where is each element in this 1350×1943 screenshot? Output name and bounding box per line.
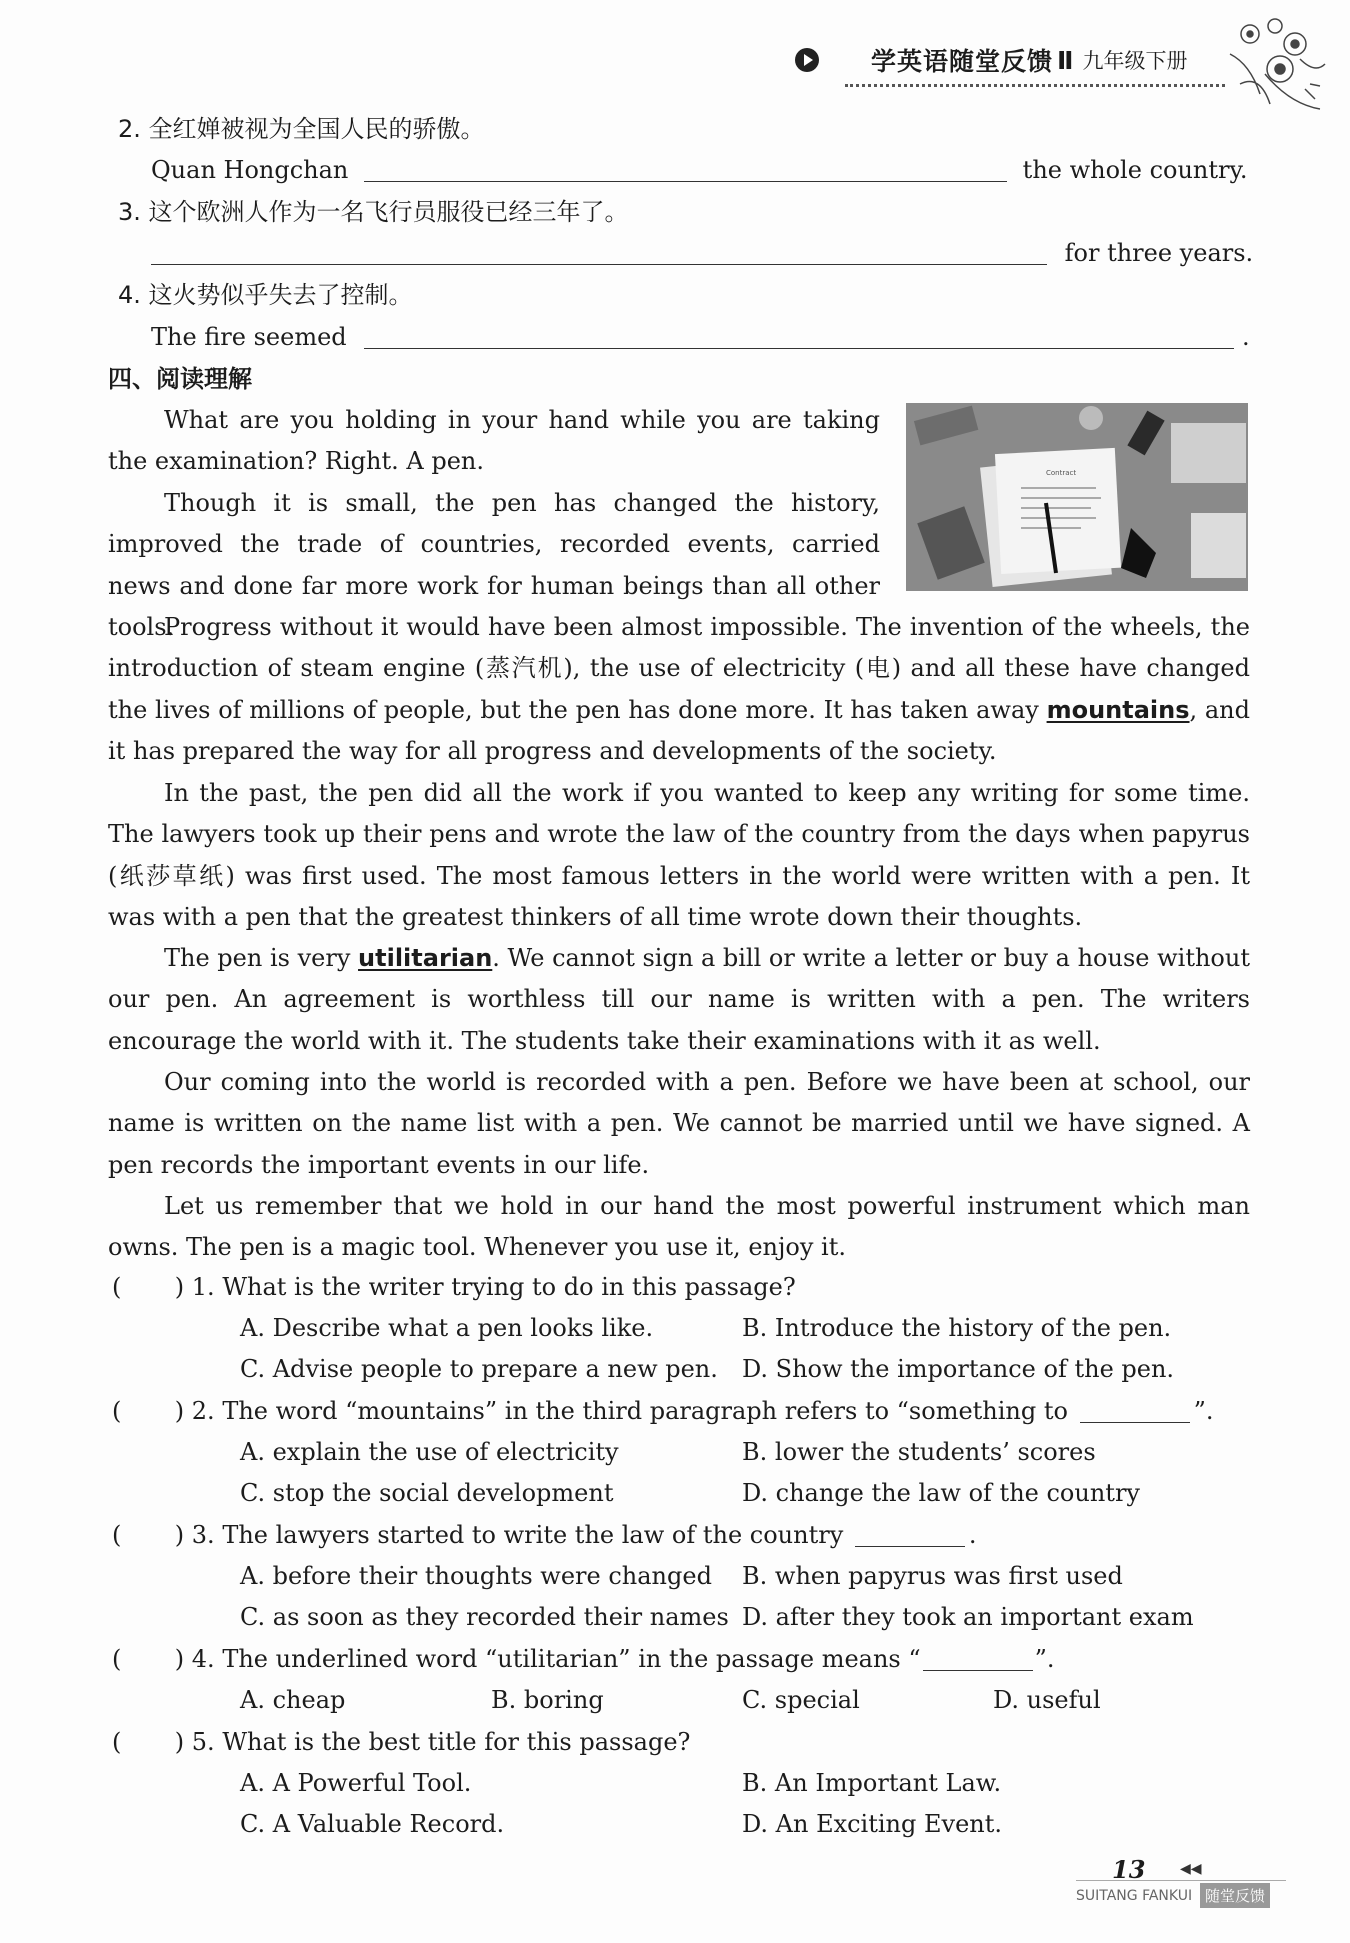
footer-brand-en: SUITANG FANKUI xyxy=(1076,1888,1193,1904)
stem-end: ”. xyxy=(1193,1397,1214,1425)
option-5c[interactable]: C. A Valuable Record. xyxy=(240,1810,505,1838)
paragraph-text: Though it is small, the pen has changed the history, improved the trade of countries, recorded events, carried news and done far more work for human beings than all other tools. xyxy=(108,489,880,641)
underlined-word-mountains: mountains xyxy=(1046,695,1190,724)
contract-label: Contract xyxy=(1046,469,1077,477)
question-stem: The underlined word “utilitarian” in the passage means “ xyxy=(222,1645,921,1673)
option-2a[interactable]: A. explain the use of electricity xyxy=(240,1438,619,1466)
stem-blank[interactable] xyxy=(1080,1400,1190,1423)
sentence-start: Quan Hongchan xyxy=(151,156,349,184)
sentence-end: . xyxy=(1241,323,1250,351)
question-number: 5. xyxy=(191,1728,215,1756)
translation-answer-2 xyxy=(151,153,1247,187)
option-5a[interactable]: A. A Powerful Tool. xyxy=(240,1769,472,1797)
paragraph-text: What are you holding in your hand while you are taking the examination? Right. A pen. xyxy=(108,406,880,476)
question-5 xyxy=(112,1725,690,1759)
passage-paragraph-4 xyxy=(108,773,1250,938)
question-stem: What is the writer trying to do in this passage? xyxy=(222,1273,796,1301)
question-stem: The word “mountains” in the third paragraph refers to “something to xyxy=(222,1397,1068,1425)
question-stem: What is the best title for this passage? xyxy=(222,1728,691,1756)
item-number: 3. xyxy=(118,198,141,226)
answer-bracket[interactable]: ( ) xyxy=(112,1645,185,1673)
translation-item-4 xyxy=(118,278,413,312)
paragraph-text: Our coming into the world is recorded with a pen. Before we have been at school, our name is written on the name list with a pen. We cannot be married until we have signed. A pen records the important events in our life. xyxy=(108,1068,1250,1179)
answer-bracket[interactable]: ( ) xyxy=(112,1397,185,1425)
translation-answer-4 xyxy=(151,320,1250,354)
option-2c[interactable]: C. stop the social development xyxy=(240,1479,614,1507)
flower-decoration-icon xyxy=(1220,14,1330,124)
option-4d[interactable]: D. useful xyxy=(993,1686,1101,1714)
paragraph-text: Let us remember that we hold in our hand the most powerful instrument which man owns. The pen is a magic tool. Whenever you use it, enjoy it. xyxy=(108,1192,1250,1262)
sentence-end: the whole country. xyxy=(1022,156,1248,184)
footer-divider xyxy=(1076,1880,1286,1881)
item-number: 4. xyxy=(118,281,141,309)
option-1c[interactable]: C. Advise people to prepare a new pen. xyxy=(240,1355,718,1383)
option-3d[interactable]: D. after they took an important exam xyxy=(742,1603,1194,1631)
play-icon xyxy=(795,48,819,72)
answer-blank[interactable] xyxy=(151,238,1047,265)
question-number: 2. xyxy=(191,1397,215,1425)
option-3c[interactable]: C. as soon as they recorded their names xyxy=(240,1603,729,1631)
page-header xyxy=(795,40,1187,80)
chinese-sentence: 全红婵被视为全国人民的骄傲。 xyxy=(148,115,485,143)
option-1a[interactable]: A. Describe what a pen looks like. xyxy=(240,1314,654,1342)
paragraph-text: , and it has prepared the way for all progress and developments of the society. xyxy=(108,695,1251,765)
stem-end: . xyxy=(968,1521,977,1549)
sentence-start: The fire seemed xyxy=(151,323,347,351)
page-number: 13 xyxy=(1112,1855,1146,1884)
option-3a[interactable]: A. before their thoughts were changed xyxy=(240,1562,712,1590)
book-title: 学英语随堂反馈 xyxy=(871,47,1054,76)
translation-item-2 xyxy=(118,112,485,146)
question-number: 1. xyxy=(191,1273,215,1301)
option-1b[interactable]: B. Introduce the history of the pen. xyxy=(742,1314,1172,1342)
option-5d[interactable]: D. An Exciting Event. xyxy=(742,1810,1003,1838)
section-title: 四、阅读理解 xyxy=(108,365,252,393)
stem-end: ”. xyxy=(1034,1645,1055,1673)
chinese-sentence: 这个欧洲人作为一名飞行员服役已经三年了。 xyxy=(148,198,629,226)
question-2 xyxy=(112,1394,1214,1428)
option-2b[interactable]: B. lower the students’ scores xyxy=(742,1438,1096,1466)
option-3b[interactable]: B. when papyrus was first used xyxy=(742,1562,1123,1590)
translation-answer-3 xyxy=(151,236,1253,270)
question-4 xyxy=(112,1642,1055,1676)
option-1d[interactable]: D. Show the importance of the pen. xyxy=(742,1355,1175,1383)
translation-item-3 xyxy=(118,195,629,229)
answer-bracket[interactable]: ( ) xyxy=(112,1728,185,1756)
option-5b[interactable]: B. An Important Law. xyxy=(742,1769,1002,1797)
stem-blank[interactable] xyxy=(923,1648,1033,1671)
answer-bracket[interactable]: ( ) xyxy=(112,1521,185,1549)
question-number: 4. xyxy=(191,1645,215,1673)
passage-paragraph-6 xyxy=(108,1062,1250,1186)
underlined-word-utilitarian: utilitarian xyxy=(358,944,493,972)
question-stem: The lawyers started to write the law of the country xyxy=(222,1521,844,1549)
book-grade: 九年级下册 xyxy=(1082,49,1188,73)
answer-bracket[interactable]: ( ) xyxy=(112,1273,185,1301)
question-3 xyxy=(112,1518,977,1552)
chinese-sentence: 这火势似乎失去了控制。 xyxy=(148,281,413,309)
passage-paragraph-1 xyxy=(108,400,880,483)
paragraph-text: Progress without it would have been almost impossible. The invention of the wheels, the introduction of steam engine (蒸汽机), the use of electricity (电) and all these have changed the lives of millions of people, but the pen has done more. It has taken away xyxy=(108,613,1250,724)
sentence-end: for three years. xyxy=(1064,239,1254,267)
paragraph-text: The pen is very xyxy=(164,944,351,972)
paragraph-text: . We cannot sign a bill or write a letter or buy a house without our pen. An agreement is worthless till our name is written with a pen. The writers encourage the world with it. The students take their examinations with it as well. xyxy=(108,944,1250,1055)
paragraph-text: In the past, the pen did all the work if you wanted to keep any writing for some time. The lawyers took up their pens and wrote the law of the country from the days when papyrus (纸莎草纸) was first used. The most famous letters in the world were written with a pen. It was with a pen that the greatest thinkers of all time wrote down their thoughts. xyxy=(108,779,1250,931)
option-4b[interactable]: B. boring xyxy=(491,1686,604,1714)
question-1 xyxy=(112,1270,796,1304)
passage-paragraph-5 xyxy=(108,938,1250,1062)
item-number: 2. xyxy=(118,115,141,143)
stem-blank[interactable] xyxy=(855,1524,965,1547)
header-divider xyxy=(845,84,1225,87)
answer-blank[interactable] xyxy=(364,322,1234,349)
double-arrow-left-icon: ◀◀ xyxy=(1180,1861,1202,1877)
pen-contract-photo xyxy=(906,403,1248,591)
option-4a[interactable]: A. cheap xyxy=(240,1686,346,1714)
option-2d[interactable]: D. change the law of the country xyxy=(742,1479,1140,1507)
passage-paragraph-7 xyxy=(108,1186,1250,1269)
option-4c[interactable]: C. special xyxy=(742,1686,860,1714)
passage-paragraph-3 xyxy=(108,607,1250,772)
answer-blank[interactable] xyxy=(364,155,1007,182)
footer-brand-zh: 随堂反馈 xyxy=(1200,1883,1270,1908)
book-volume: Ⅱ xyxy=(1057,45,1075,75)
question-number: 3. xyxy=(191,1521,215,1549)
